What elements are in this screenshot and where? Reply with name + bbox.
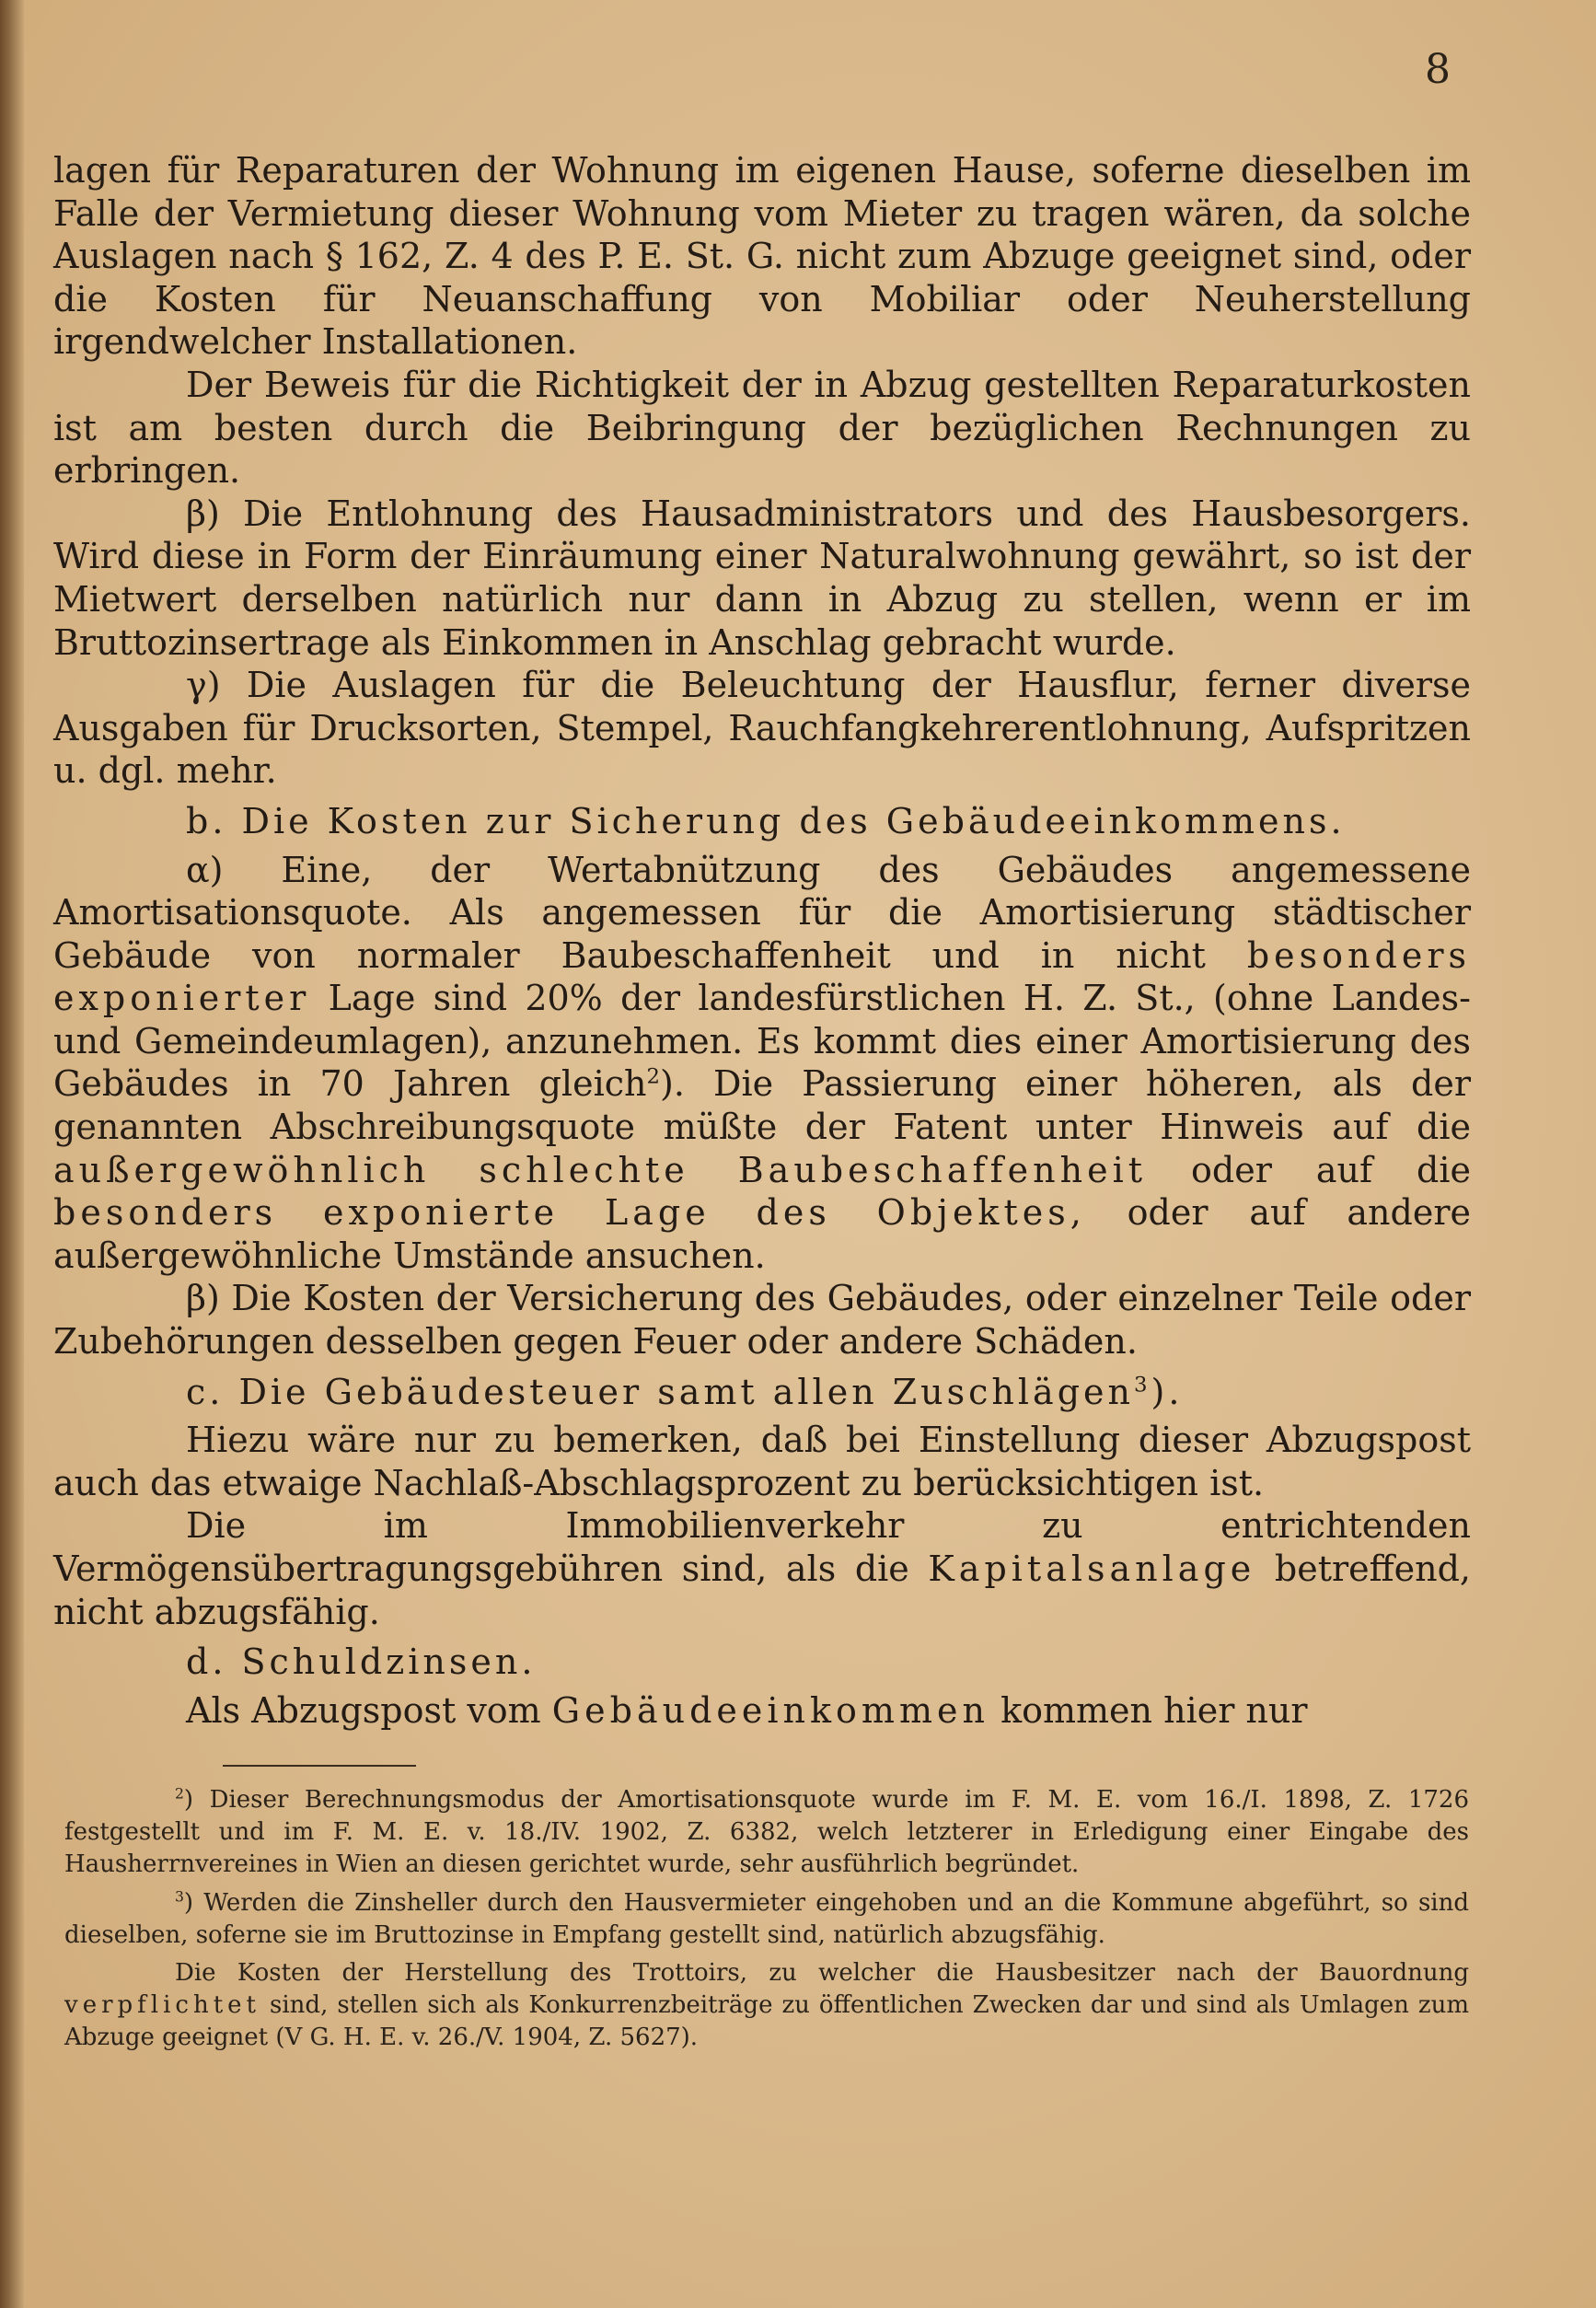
text-run: oder auf andere außergewöhnliche Umstände ansuchen.	[53, 1192, 1471, 1276]
paragraph-gamma-expenses: γ) Die Auslagen für die Beleuchtung der Hausflur, ferner diverse Ausgaben für Drucksorten, Stempel, Rauchfangkehrerentlohnung, Aufspritzen u. dgl. mehr.	[53, 665, 1471, 792]
text-run: α) Eine, der Wertabnützung des Gebäudes angemessene Amortisationsquote. Als angemessen für die Amortisierung städtischer Gebäude von normaler Baubeschaffenheit und in nicht	[53, 849, 1471, 976]
heading-text: c. Die Gebäudesteuer samt allen Zuschlägen	[186, 1371, 1134, 1412]
text-run: oder auf die	[1191, 1149, 1471, 1190]
paragraph-fees	[53, 1504, 1471, 1633]
footnote-3	[64, 1887, 1469, 1952]
spaced-text: besonders exponierter	[53, 934, 1471, 1019]
spaced-text: besonders exponierte Lage des Objektes,	[53, 1192, 1086, 1234]
text-run: ). Die Passierung einer höheren, als der genannten Abschreibungsquote müßte der Fatent unter Hinweis auf die	[53, 1063, 1471, 1148]
section-heading-c	[53, 1371, 1471, 1414]
paragraph-deduction	[53, 1689, 1471, 1733]
footnotes	[64, 1784, 1469, 2060]
body-text	[53, 149, 1471, 1732]
paragraph-remark: Hiezu wäre nur zu bemerken, daß bei Einstellung dieser Abzugspost auch das etwaige Nachlaß-Abschlagsprozent zu berücksichtigen ist.	[53, 1420, 1471, 1503]
page-number: 8	[1425, 46, 1451, 93]
text-run: Die im Immobilienverkehr zu entrichtenden Vermögensübertragungsgebühren sind, als die	[53, 1505, 1471, 1589]
paragraph-beta-administrator: β) Die Entlohnung des Hausadministrators und des Hausbesorgers. Wird diese in Form der Einräumung einer Naturalwohnung gewährt, so ist der Mietwert derselben natürlich nur dann in Abzug zu stellen, wenn er im Bruttozinsertrage als Einkommen in Anschlag gebracht wurde.	[53, 493, 1471, 663]
heading-text-end: ).	[1151, 1371, 1184, 1412]
footnote-3-continued	[64, 1957, 1469, 2055]
footnote-text: ) Dieser Berechnungsmodus der Amortisationsquote wurde im F. M. E. vom 16./I. 1898, Z. 1726 festgestellt und im F. M. E. v. 18./IV. 1902, Z. 6382, welch letzterer in Erledigung einer Eingabe des Hausherrnvereines in Wien an diesen gerichtet wurde, sehr ausführlich begründet.	[64, 1786, 1469, 1879]
text-run: Als Abzugspost vom	[186, 1689, 541, 1731]
text-run: kommen hier nur	[1000, 1689, 1308, 1731]
spaced-text: Gebäudeeinkommen	[551, 1689, 989, 1731]
footnote-2	[64, 1784, 1469, 1882]
spaced-text: verpflichtet	[64, 1991, 260, 2020]
page-binding-edge	[0, 0, 24, 2308]
text-run: Lage sind 20% der landesfürstlichen H. Z. St., (ohne Landes- und Gemeindeumlagen), anzunehmen. Es kommt dies einer Amortisierung des Gebäudes in 70 Jahren gleich	[53, 978, 1471, 1105]
footnote-separator	[223, 1765, 416, 1767]
section-heading-d: d. Schuldzinsen.	[186, 1641, 537, 1683]
paragraph-beta-insurance: β) Die Kosten der Versicherung des Gebäudes, oder einzelner Teile oder Zubehörungen desselben gegen Feuer oder andere Schäden.	[53, 1278, 1471, 1363]
footnote-text: ) Werden die Zinsheller durch den Hausvermieter eingehoben und an die Kommune abgeführt, so sind dieselben, soferne sie im Bruttozinse in Empfang gestellt sind, natürlich abzugsfähig.	[64, 1888, 1469, 1949]
text-run: betreffend, nicht abzugsfähig.	[53, 1548, 1471, 1632]
paragraph-alpha-amortisation	[53, 849, 1471, 1278]
paragraph-proof: Der Beweis für die Richtigkeit der in Abzug gestellten Reparaturkosten ist am besten durch die Beibringung der bezüglichen Rechnungen zu erbringen.	[53, 364, 1471, 492]
footnote-mark-3: 3	[175, 1887, 184, 1905]
footnote-mark-2: 2	[175, 1785, 184, 1803]
section-heading-b: b. Die Kosten zur Sicherung des Gebäudeeinkommens.	[186, 800, 1346, 841]
footnote-ref-2: 2	[646, 1064, 661, 1089]
spaced-text: außergewöhnlich schlechte Baubeschaffenheit	[53, 1149, 1148, 1190]
footnote-ref-3: 3	[1133, 1372, 1151, 1397]
spaced-text: Kapitalsanlage	[928, 1548, 1256, 1589]
footnote-text: sind, stellen sich als Konkurrenzbeiträge zu öffentlichen Zwecken dar und sind als Umlagen zum Abzuge geeignet (V G. H. E. v. 26./V. 1904, Z. 5627).	[64, 1991, 1470, 2052]
paragraph-repairs-continued: lagen für Reparaturen der Wohnung im eigenen Hause, soferne dieselben im Falle der Vermietung dieser Wohnung vom Mieter zu tragen wären, da solche Auslagen nach § 162, Z. 4 des P. E. St. G. nicht zum Abzuge geeignet sind, oder die Kosten für Neuanschaffung von Mobiliar oder Neuherstellung irgendwelcher Installationen.	[53, 150, 1471, 363]
footnote-text: Die Kosten der Herstellung des Trottoirs, zu welcher die Hausbesitzer nach der Bauordnung	[175, 1959, 1469, 1988]
